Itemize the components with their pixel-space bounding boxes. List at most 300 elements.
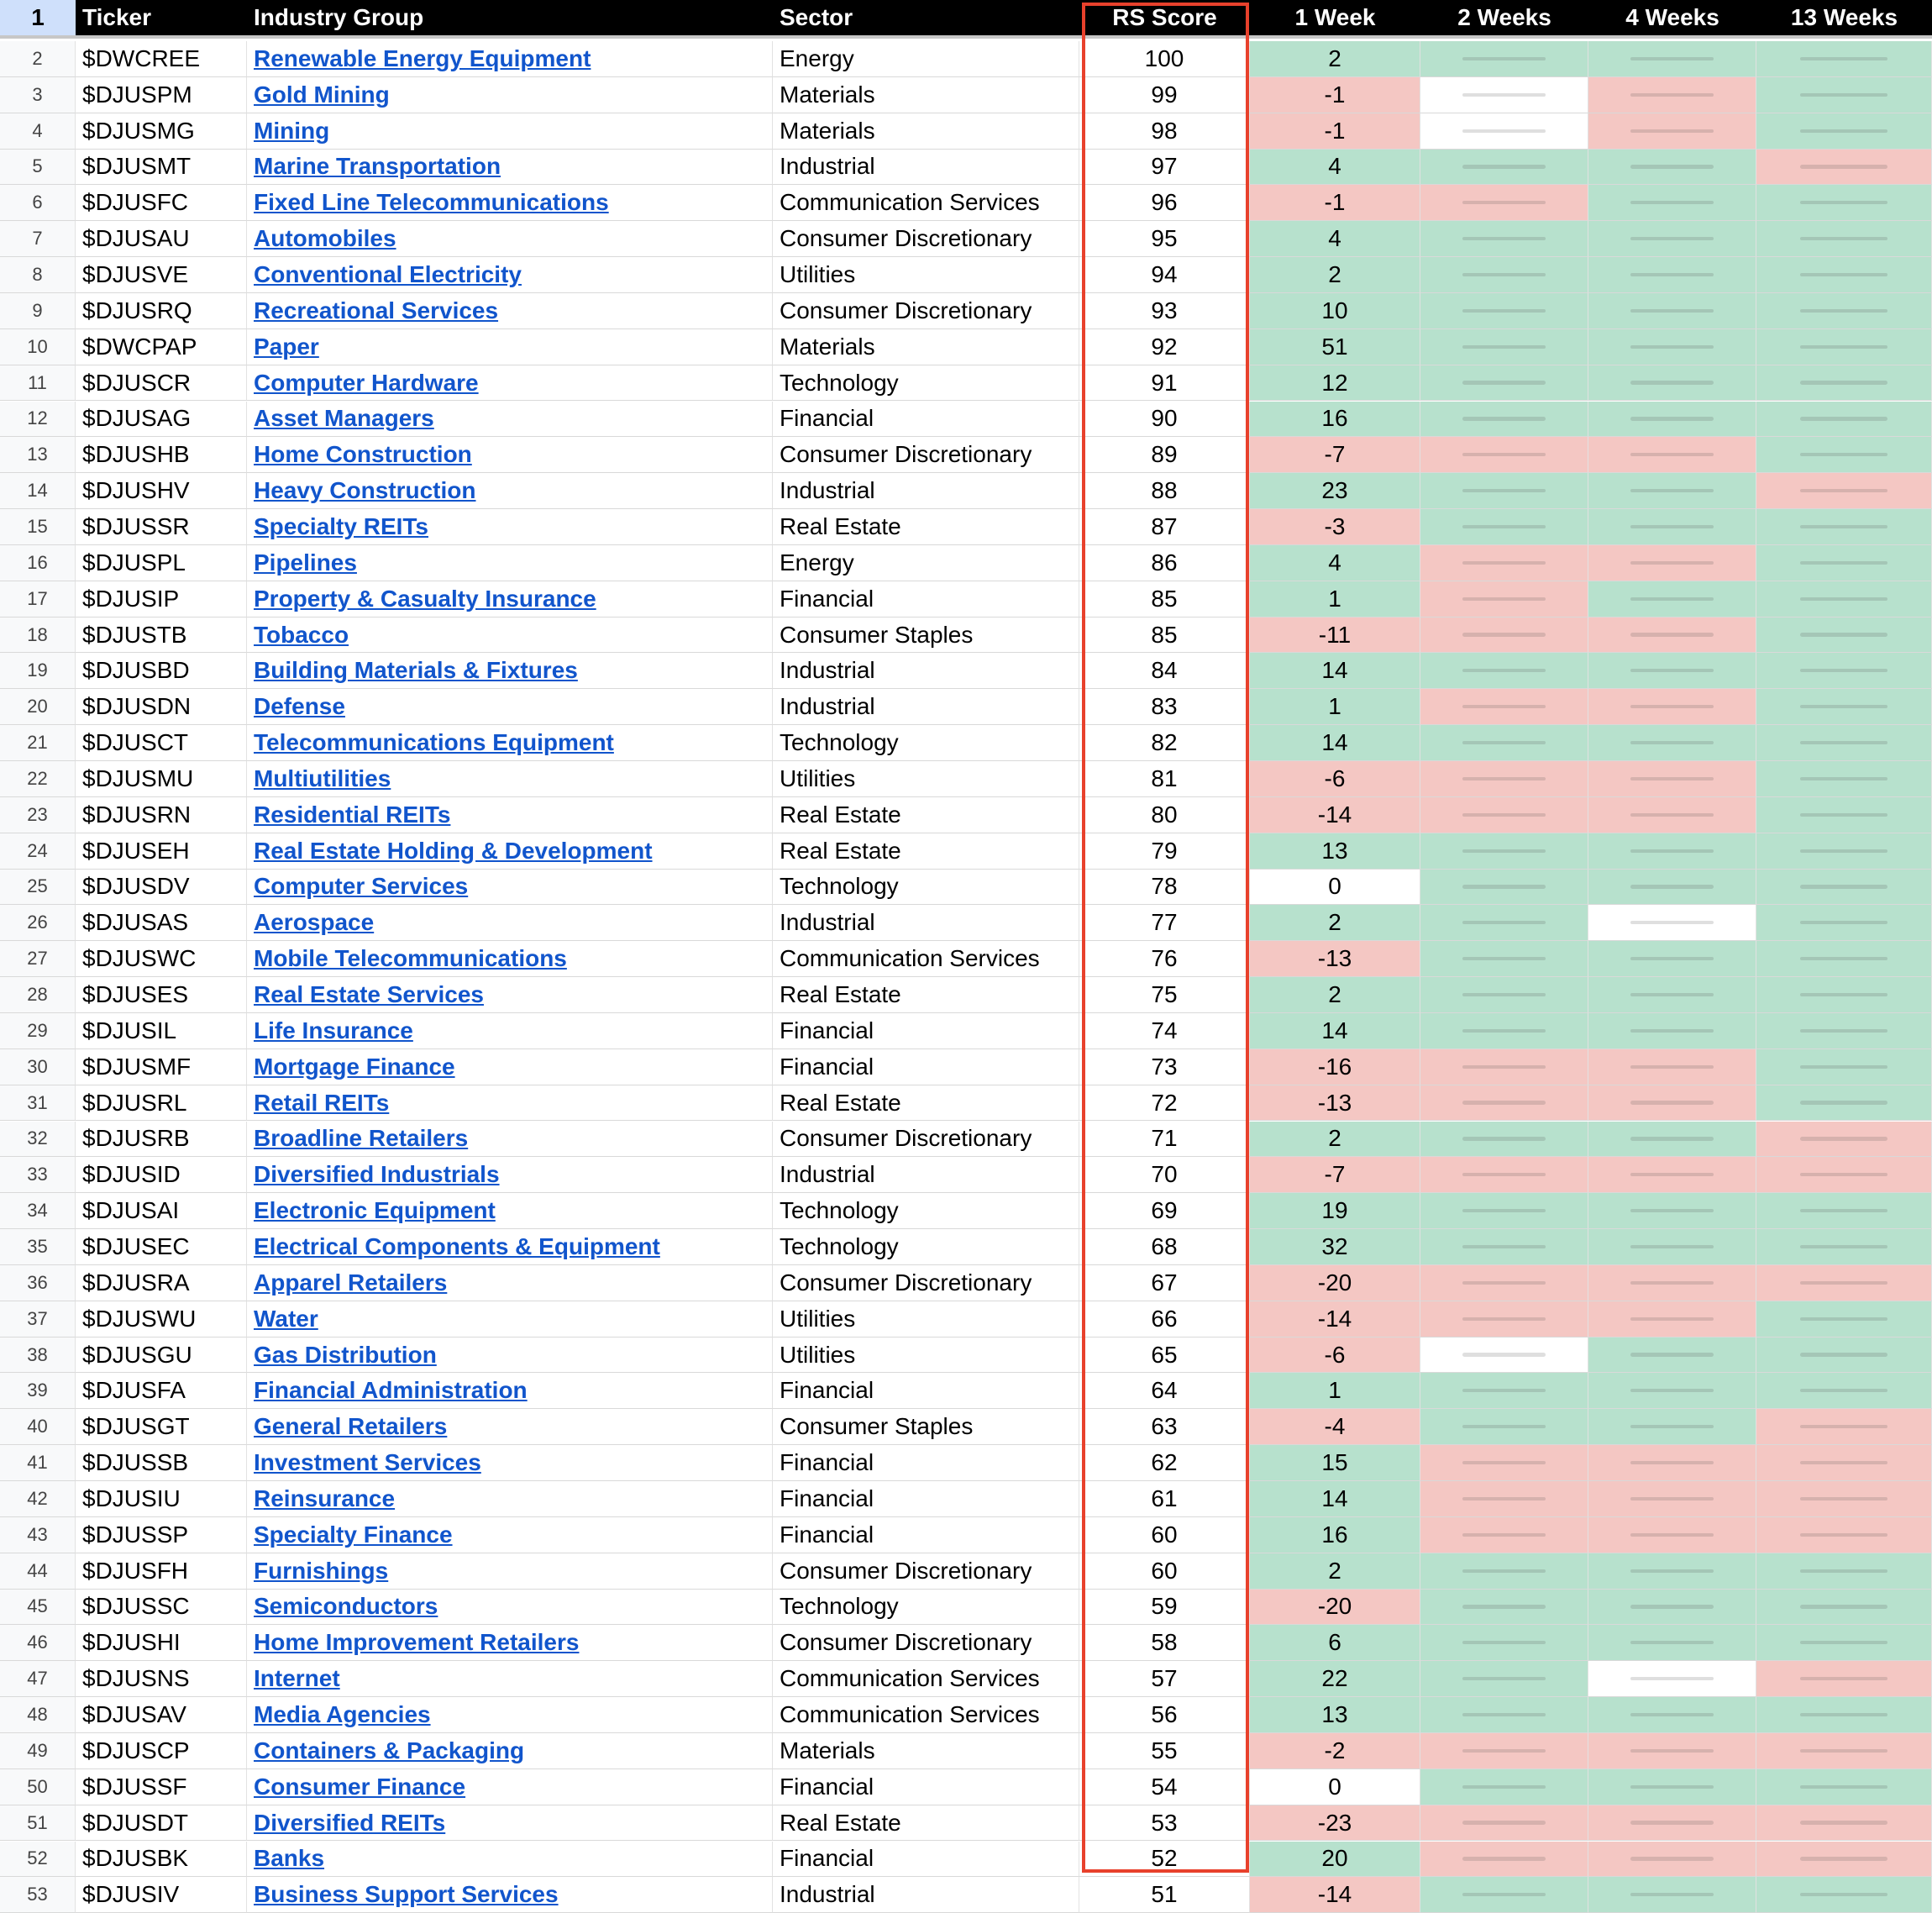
industry-group-link[interactable]: Specialty REITs xyxy=(254,512,429,539)
week1-change-cell[interactable]: 1 xyxy=(1250,581,1420,618)
row-number[interactable]: 9 xyxy=(0,293,76,329)
row-number[interactable]: 29 xyxy=(0,1013,76,1049)
row-number[interactable]: 34 xyxy=(0,1193,76,1229)
ticker-cell[interactable]: $DJUSIV xyxy=(76,1877,247,1913)
week13-change-cell[interactable] xyxy=(1756,1265,1932,1301)
week1-change-cell[interactable]: 14 xyxy=(1250,725,1420,761)
sector-cell[interactable]: Technology xyxy=(773,870,1079,906)
sector-cell[interactable]: Industrial xyxy=(773,905,1079,941)
week13-change-cell[interactable] xyxy=(1756,1553,1932,1590)
week4-change-cell[interactable] xyxy=(1588,402,1756,438)
sector-cell[interactable]: Utilities xyxy=(773,257,1079,293)
industry-group-cell[interactable] xyxy=(247,1338,773,1374)
row-number[interactable]: 44 xyxy=(0,1553,76,1590)
week1-change-cell[interactable]: 13 xyxy=(1250,833,1420,870)
industry-group-cell[interactable] xyxy=(247,257,773,293)
industry-group-link[interactable]: Gas Distribution xyxy=(254,1341,437,1368)
industry-group-cell[interactable] xyxy=(247,1122,773,1158)
ticker-column-header[interactable]: Ticker xyxy=(76,0,247,39)
ticker-cell[interactable]: $DJUSMG xyxy=(76,113,247,150)
row-number[interactable]: 28 xyxy=(0,977,76,1013)
row-number[interactable]: 52 xyxy=(0,1842,76,1878)
week2-change-cell[interactable] xyxy=(1420,77,1588,113)
row-number[interactable]: 41 xyxy=(0,1445,76,1481)
week4-change-cell[interactable] xyxy=(1588,41,1756,77)
sector-cell[interactable]: Technology xyxy=(773,725,1079,761)
industry-group-cell[interactable] xyxy=(247,1769,773,1805)
ticker-cell[interactable]: $DJUSES xyxy=(76,977,247,1013)
week2-change-cell[interactable] xyxy=(1420,870,1588,906)
industry-group-link[interactable]: Internet xyxy=(254,1665,340,1692)
industry-group-cell[interactable] xyxy=(247,1625,773,1661)
industry-group-cell[interactable] xyxy=(247,1877,773,1913)
week4-change-cell[interactable] xyxy=(1588,1445,1756,1481)
week4-change-cell[interactable] xyxy=(1588,545,1756,581)
sector-cell[interactable]: Technology xyxy=(773,1193,1079,1229)
week4-change-cell[interactable] xyxy=(1588,113,1756,150)
sector-cell[interactable]: Communication Services xyxy=(773,1697,1079,1733)
industry-group-link[interactable]: Semiconductors xyxy=(254,1593,438,1620)
week2-change-cell[interactable] xyxy=(1420,1590,1588,1626)
rs-score-cell[interactable]: 78 xyxy=(1079,870,1250,906)
week4-change-cell[interactable] xyxy=(1588,977,1756,1013)
row-number[interactable]: 40 xyxy=(0,1409,76,1445)
week4-change-cell[interactable] xyxy=(1588,1265,1756,1301)
row-number[interactable]: 7 xyxy=(0,221,76,257)
week2-change-cell[interactable] xyxy=(1420,1301,1588,1338)
week2-change-cell[interactable] xyxy=(1420,1481,1588,1517)
industry-group-link[interactable]: Reinsurance xyxy=(254,1485,396,1511)
week13-column-header[interactable]: 13 Weeks xyxy=(1756,0,1932,39)
row-number[interactable]: 49 xyxy=(0,1733,76,1769)
week4-change-cell[interactable] xyxy=(1588,905,1756,941)
week2-change-cell[interactable] xyxy=(1420,1805,1588,1842)
row-number[interactable]: 47 xyxy=(0,1661,76,1697)
ticker-cell[interactable]: $DJUSRL xyxy=(76,1085,247,1122)
row-number[interactable]: 6 xyxy=(0,185,76,221)
week2-change-cell[interactable] xyxy=(1420,1625,1588,1661)
week2-change-cell[interactable] xyxy=(1420,1338,1588,1374)
week4-change-cell[interactable] xyxy=(1588,1769,1756,1805)
week13-change-cell[interactable] xyxy=(1756,1373,1932,1409)
week1-change-cell[interactable]: 23 xyxy=(1250,473,1420,509)
week4-change-cell[interactable] xyxy=(1588,725,1756,761)
industry-group-cell[interactable] xyxy=(247,1697,773,1733)
week2-change-cell[interactable] xyxy=(1420,977,1588,1013)
sector-cell[interactable]: Materials xyxy=(773,1733,1079,1769)
ticker-cell[interactable]: $DJUSNS xyxy=(76,1661,247,1697)
industry-group-link[interactable]: Financial Administration xyxy=(254,1377,528,1404)
industry-group-link[interactable]: Property & Casualty Insurance xyxy=(254,585,596,612)
week2-change-cell[interactable] xyxy=(1420,1553,1588,1590)
week2-change-cell[interactable] xyxy=(1420,221,1588,257)
industry-group-link[interactable]: Mining xyxy=(254,117,330,144)
sector-cell[interactable]: Communication Services xyxy=(773,1661,1079,1697)
industry-group-link[interactable]: Telecommunications Equipment xyxy=(254,729,614,756)
ticker-cell[interactable]: $DJUSRA xyxy=(76,1265,247,1301)
industry-group-link[interactable]: Conventional Electricity xyxy=(254,261,522,288)
rs-score-cell[interactable]: 60 xyxy=(1079,1517,1250,1553)
row-number-header[interactable]: 1 xyxy=(0,0,76,39)
industry-group-cell[interactable] xyxy=(247,797,773,833)
ticker-cell[interactable]: $DJUSGU xyxy=(76,1338,247,1374)
rs-score-cell[interactable]: 71 xyxy=(1079,1122,1250,1158)
industry-group-link[interactable]: Business Support Services xyxy=(254,1881,559,1908)
week13-change-cell[interactable] xyxy=(1756,870,1932,906)
ticker-cell[interactable]: $DJUSGT xyxy=(76,1409,247,1445)
row-number[interactable]: 35 xyxy=(0,1229,76,1265)
row-number[interactable]: 25 xyxy=(0,870,76,906)
industry-group-cell[interactable] xyxy=(247,618,773,654)
ticker-cell[interactable]: $DJUSDT xyxy=(76,1805,247,1842)
week1-change-cell[interactable]: 0 xyxy=(1250,1769,1420,1805)
sector-column-header[interactable]: Sector xyxy=(773,0,1079,39)
week4-change-cell[interactable] xyxy=(1588,1157,1756,1193)
week13-change-cell[interactable] xyxy=(1756,1661,1932,1697)
week13-change-cell[interactable] xyxy=(1756,150,1932,186)
sector-cell[interactable]: Real Estate xyxy=(773,977,1079,1013)
row-number[interactable]: 14 xyxy=(0,473,76,509)
industry-group-link[interactable]: Multiutilities xyxy=(254,765,391,791)
industry-group-cell[interactable] xyxy=(247,437,773,473)
week4-change-cell[interactable] xyxy=(1588,437,1756,473)
week2-change-cell[interactable] xyxy=(1420,257,1588,293)
row-number[interactable]: 27 xyxy=(0,941,76,977)
rs-score-cell[interactable]: 63 xyxy=(1079,1409,1250,1445)
industry-group-cell[interactable] xyxy=(247,1085,773,1122)
week4-change-cell[interactable] xyxy=(1588,1013,1756,1049)
rs-score-cell[interactable]: 62 xyxy=(1079,1445,1250,1481)
sector-cell[interactable]: Industrial xyxy=(773,473,1079,509)
ticker-cell[interactable]: $DJUSID xyxy=(76,1157,247,1193)
week4-change-cell[interactable] xyxy=(1588,581,1756,618)
week2-change-cell[interactable] xyxy=(1420,113,1588,150)
week13-change-cell[interactable] xyxy=(1756,977,1932,1013)
rs-score-cell[interactable]: 86 xyxy=(1079,545,1250,581)
week4-change-cell[interactable] xyxy=(1588,257,1756,293)
rs-score-cell[interactable]: 54 xyxy=(1079,1769,1250,1805)
week13-change-cell[interactable] xyxy=(1756,941,1932,977)
sector-cell[interactable]: Real Estate xyxy=(773,509,1079,545)
rs-score-cell[interactable]: 96 xyxy=(1079,185,1250,221)
week2-change-cell[interactable] xyxy=(1420,1842,1588,1878)
week13-change-cell[interactable] xyxy=(1756,509,1932,545)
week13-change-cell[interactable] xyxy=(1756,1229,1932,1265)
industry-group-cell[interactable] xyxy=(247,41,773,77)
ticker-cell[interactable]: $DJUSSC xyxy=(76,1590,247,1626)
week13-change-cell[interactable] xyxy=(1756,1590,1932,1626)
industry-group-cell[interactable] xyxy=(247,329,773,365)
week13-change-cell[interactable] xyxy=(1756,1157,1932,1193)
week2-change-cell[interactable] xyxy=(1420,293,1588,329)
row-number[interactable]: 2 xyxy=(0,41,76,77)
sector-cell[interactable]: Utilities xyxy=(773,761,1079,797)
week4-change-cell[interactable] xyxy=(1588,473,1756,509)
rs-score-cell[interactable]: 67 xyxy=(1079,1265,1250,1301)
row-number[interactable]: 22 xyxy=(0,761,76,797)
sector-cell[interactable]: Consumer Discretionary xyxy=(773,437,1079,473)
week4-change-cell[interactable] xyxy=(1588,329,1756,365)
ticker-cell[interactable]: $DJUSMU xyxy=(76,761,247,797)
week4-change-cell[interactable] xyxy=(1588,509,1756,545)
rs-score-cell[interactable]: 55 xyxy=(1079,1733,1250,1769)
industry-group-link[interactable]: Automobiles xyxy=(254,225,396,252)
week2-change-cell[interactable] xyxy=(1420,1122,1588,1158)
industry-group-cell[interactable] xyxy=(247,221,773,257)
week2-change-cell[interactable] xyxy=(1420,329,1588,365)
industry-group-cell[interactable] xyxy=(247,761,773,797)
row-number[interactable]: 42 xyxy=(0,1481,76,1517)
ticker-cell[interactable]: $DJUSBD xyxy=(76,653,247,689)
industry-group-link[interactable]: Computer Services xyxy=(254,873,469,900)
row-number[interactable]: 51 xyxy=(0,1805,76,1842)
row-number[interactable]: 45 xyxy=(0,1590,76,1626)
ticker-cell[interactable]: $DJUSAI xyxy=(76,1193,247,1229)
row-number[interactable]: 20 xyxy=(0,689,76,725)
sector-cell[interactable]: Utilities xyxy=(773,1338,1079,1374)
industry-group-link[interactable]: Investment Services xyxy=(254,1449,481,1476)
rs-score-cell[interactable]: 58 xyxy=(1079,1625,1250,1661)
week13-change-cell[interactable] xyxy=(1756,1085,1932,1122)
week13-change-cell[interactable] xyxy=(1756,41,1932,77)
week2-change-cell[interactable] xyxy=(1420,905,1588,941)
sector-cell[interactable]: Consumer Staples xyxy=(773,1409,1079,1445)
week13-change-cell[interactable] xyxy=(1756,1409,1932,1445)
week13-change-cell[interactable] xyxy=(1756,653,1932,689)
week2-change-cell[interactable] xyxy=(1420,1733,1588,1769)
rs-score-cell[interactable]: 98 xyxy=(1079,113,1250,150)
industry-group-cell[interactable] xyxy=(247,653,773,689)
week2-change-cell[interactable] xyxy=(1420,1409,1588,1445)
week13-change-cell[interactable] xyxy=(1756,1013,1932,1049)
ticker-cell[interactable]: $DJUSFC xyxy=(76,185,247,221)
industry-group-link[interactable]: Real Estate Holding & Development xyxy=(254,837,653,864)
industry-group-cell[interactable] xyxy=(247,545,773,581)
row-number[interactable]: 26 xyxy=(0,905,76,941)
ticker-cell[interactable]: $DJUSSB xyxy=(76,1445,247,1481)
week13-change-cell[interactable] xyxy=(1756,725,1932,761)
week13-change-cell[interactable] xyxy=(1756,797,1932,833)
week1-change-cell[interactable]: -7 xyxy=(1250,1157,1420,1193)
row-number[interactable]: 13 xyxy=(0,437,76,473)
week13-change-cell[interactable] xyxy=(1756,437,1932,473)
row-number[interactable]: 39 xyxy=(0,1373,76,1409)
industry-group-link[interactable]: General Retailers xyxy=(254,1413,448,1440)
rs-score-cell[interactable]: 59 xyxy=(1079,1590,1250,1626)
week2-change-cell[interactable] xyxy=(1420,1445,1588,1481)
ticker-cell[interactable]: $DJUSCT xyxy=(76,725,247,761)
ticker-cell[interactable]: $DJUSAU xyxy=(76,221,247,257)
week1-change-cell[interactable]: -3 xyxy=(1250,509,1420,545)
ticker-cell[interactable]: $DJUSPL xyxy=(76,545,247,581)
week2-column-header[interactable]: 2 Weeks xyxy=(1420,0,1588,39)
industry-group-cell[interactable] xyxy=(247,1301,773,1338)
sector-cell[interactable]: Financial xyxy=(773,1049,1079,1085)
sector-cell[interactable]: Financial xyxy=(773,1481,1079,1517)
week2-change-cell[interactable] xyxy=(1420,941,1588,977)
rs-score-cell[interactable]: 77 xyxy=(1079,905,1250,941)
week2-change-cell[interactable] xyxy=(1420,185,1588,221)
week13-change-cell[interactable] xyxy=(1756,1301,1932,1338)
industry-group-link[interactable]: Computer Hardware xyxy=(254,369,479,396)
ticker-cell[interactable]: $DJUSRQ xyxy=(76,293,247,329)
rs-score-cell[interactable]: 85 xyxy=(1079,618,1250,654)
industry-group-link[interactable]: Real Estate Services xyxy=(254,981,484,1008)
industry-group-cell[interactable] xyxy=(247,365,773,402)
week2-change-cell[interactable] xyxy=(1420,1085,1588,1122)
week1-column-header[interactable]: 1 Week xyxy=(1250,0,1420,39)
week1-change-cell[interactable]: 1 xyxy=(1250,1373,1420,1409)
week1-change-cell[interactable]: -23 xyxy=(1250,1805,1420,1842)
rs-score-cell[interactable]: 85 xyxy=(1079,581,1250,618)
industry-group-link[interactable]: Building Materials & Fixtures xyxy=(254,657,578,684)
sector-cell[interactable]: Industrial xyxy=(773,150,1079,186)
rs-score-cell[interactable]: 51 xyxy=(1079,1877,1250,1913)
industry-group-cell[interactable] xyxy=(247,113,773,150)
rs-score-cell[interactable]: 95 xyxy=(1079,221,1250,257)
week1-change-cell[interactable]: 15 xyxy=(1250,1445,1420,1481)
ticker-cell[interactable]: $DJUSVE xyxy=(76,257,247,293)
week13-change-cell[interactable] xyxy=(1756,905,1932,941)
week1-change-cell[interactable]: 16 xyxy=(1250,402,1420,438)
industry-group-link[interactable]: Renewable Energy Equipment xyxy=(254,45,591,71)
week4-change-cell[interactable] xyxy=(1588,1122,1756,1158)
industry-group-cell[interactable] xyxy=(247,1409,773,1445)
week1-change-cell[interactable]: 2 xyxy=(1250,257,1420,293)
industry-group-link[interactable]: Pipelines xyxy=(254,549,357,575)
week2-change-cell[interactable] xyxy=(1420,1193,1588,1229)
sector-cell[interactable]: Financial xyxy=(773,1445,1079,1481)
week4-change-cell[interactable] xyxy=(1588,1301,1756,1338)
ticker-cell[interactable]: $DJUSCP xyxy=(76,1733,247,1769)
rs-score-cell[interactable]: 75 xyxy=(1079,977,1250,1013)
week2-change-cell[interactable] xyxy=(1420,150,1588,186)
row-number[interactable]: 10 xyxy=(0,329,76,365)
row-number[interactable]: 36 xyxy=(0,1265,76,1301)
week4-change-cell[interactable] xyxy=(1588,1517,1756,1553)
industry-group-link[interactable]: Mortgage Finance xyxy=(254,1053,455,1080)
week4-change-cell[interactable] xyxy=(1588,77,1756,113)
industry-group-cell[interactable] xyxy=(247,150,773,186)
week4-change-cell[interactable] xyxy=(1588,1373,1756,1409)
industry-group-link[interactable]: Furnishings xyxy=(254,1557,389,1584)
week1-change-cell[interactable]: -14 xyxy=(1250,1301,1420,1338)
ticker-cell[interactable]: $DJUSAG xyxy=(76,402,247,438)
rs-score-cell[interactable]: 94 xyxy=(1079,257,1250,293)
rs-score-cell[interactable]: 64 xyxy=(1079,1373,1250,1409)
week1-change-cell[interactable]: 51 xyxy=(1250,329,1420,365)
week2-change-cell[interactable] xyxy=(1420,365,1588,402)
week13-change-cell[interactable] xyxy=(1756,185,1932,221)
sector-cell[interactable]: Financial xyxy=(773,1769,1079,1805)
week4-change-cell[interactable] xyxy=(1588,833,1756,870)
week13-change-cell[interactable] xyxy=(1756,689,1932,725)
ticker-cell[interactable]: $DJUSSP xyxy=(76,1517,247,1553)
rs-score-cell[interactable]: 66 xyxy=(1079,1301,1250,1338)
week13-change-cell[interactable] xyxy=(1756,545,1932,581)
industry-group-link[interactable]: Tobacco xyxy=(254,621,349,648)
industry-group-link[interactable]: Home Construction xyxy=(254,441,472,468)
week1-change-cell[interactable]: -4 xyxy=(1250,1409,1420,1445)
week4-change-cell[interactable] xyxy=(1588,797,1756,833)
week2-change-cell[interactable] xyxy=(1420,509,1588,545)
industry-group-link[interactable]: Diversified REITs xyxy=(254,1809,446,1836)
industry-group-cell[interactable] xyxy=(247,1049,773,1085)
row-number[interactable]: 17 xyxy=(0,581,76,618)
industry-group-link[interactable]: Asset Managers xyxy=(254,405,434,432)
ticker-cell[interactable]: $DJUSAV xyxy=(76,1697,247,1733)
ticker-cell[interactable]: $DJUSFH xyxy=(76,1553,247,1590)
week1-change-cell[interactable]: -11 xyxy=(1250,618,1420,654)
sector-cell[interactable]: Financial xyxy=(773,1517,1079,1553)
week2-change-cell[interactable] xyxy=(1420,1265,1588,1301)
week1-change-cell[interactable]: 6 xyxy=(1250,1625,1420,1661)
industry-group-link[interactable]: Consumer Finance xyxy=(254,1773,466,1800)
ticker-cell[interactable]: $DJUSWU xyxy=(76,1301,247,1338)
week4-change-cell[interactable] xyxy=(1588,1805,1756,1842)
rs-score-cell[interactable]: 99 xyxy=(1079,77,1250,113)
week2-change-cell[interactable] xyxy=(1420,725,1588,761)
ticker-cell[interactable]: $DJUSIL xyxy=(76,1013,247,1049)
industry-group-cell[interactable] xyxy=(247,185,773,221)
ticker-cell[interactable]: $DJUSAS xyxy=(76,905,247,941)
sector-cell[interactable]: Consumer Staples xyxy=(773,618,1079,654)
week4-change-cell[interactable] xyxy=(1588,365,1756,402)
rs-score-cell[interactable]: 80 xyxy=(1079,797,1250,833)
week4-change-cell[interactable] xyxy=(1588,1877,1756,1913)
week13-change-cell[interactable] xyxy=(1756,221,1932,257)
row-number[interactable]: 46 xyxy=(0,1625,76,1661)
sector-cell[interactable]: Technology xyxy=(773,1229,1079,1265)
week1-change-cell[interactable]: 10 xyxy=(1250,293,1420,329)
rs-score-cell[interactable]: 100 xyxy=(1079,41,1250,77)
sector-cell[interactable]: Industrial xyxy=(773,1877,1079,1913)
week13-change-cell[interactable] xyxy=(1756,1697,1932,1733)
week1-change-cell[interactable]: -2 xyxy=(1250,1733,1420,1769)
week4-change-cell[interactable] xyxy=(1588,1481,1756,1517)
sector-cell[interactable]: Technology xyxy=(773,1590,1079,1626)
week13-change-cell[interactable] xyxy=(1756,1769,1932,1805)
industry-group-link[interactable]: Containers & Packaging xyxy=(254,1737,525,1763)
row-number[interactable]: 37 xyxy=(0,1301,76,1338)
sector-cell[interactable]: Materials xyxy=(773,77,1079,113)
week4-change-cell[interactable] xyxy=(1588,150,1756,186)
row-number[interactable]: 31 xyxy=(0,1085,76,1122)
industry-group-link[interactable]: Specialty Finance xyxy=(254,1521,453,1548)
ticker-cell[interactable]: $DWCPAP xyxy=(76,329,247,365)
sector-cell[interactable]: Financial xyxy=(773,1013,1079,1049)
rs-score-cell[interactable]: 83 xyxy=(1079,689,1250,725)
rs-score-cell[interactable]: 65 xyxy=(1079,1338,1250,1374)
week13-change-cell[interactable] xyxy=(1756,761,1932,797)
rs-score-cell[interactable]: 69 xyxy=(1079,1193,1250,1229)
industry-group-link[interactable]: Gold Mining xyxy=(254,81,390,108)
industry-group-link[interactable]: Heavy Construction xyxy=(254,477,476,504)
week2-change-cell[interactable] xyxy=(1420,653,1588,689)
week4-change-cell[interactable] xyxy=(1588,221,1756,257)
week13-change-cell[interactable] xyxy=(1756,1805,1932,1842)
industry-group-link[interactable]: Defense xyxy=(254,693,345,720)
rs-score-cell[interactable]: 97 xyxy=(1079,150,1250,186)
ticker-cell[interactable]: $DJUSHI xyxy=(76,1625,247,1661)
industry-group-cell[interactable] xyxy=(247,1553,773,1590)
industry-group-link[interactable]: Diversified Industrials xyxy=(254,1161,500,1188)
sector-cell[interactable]: Industrial xyxy=(773,653,1079,689)
week4-change-cell[interactable] xyxy=(1588,1590,1756,1626)
week1-change-cell[interactable]: -6 xyxy=(1250,1338,1420,1374)
ticker-cell[interactable]: $DJUSRB xyxy=(76,1122,247,1158)
week2-change-cell[interactable] xyxy=(1420,402,1588,438)
